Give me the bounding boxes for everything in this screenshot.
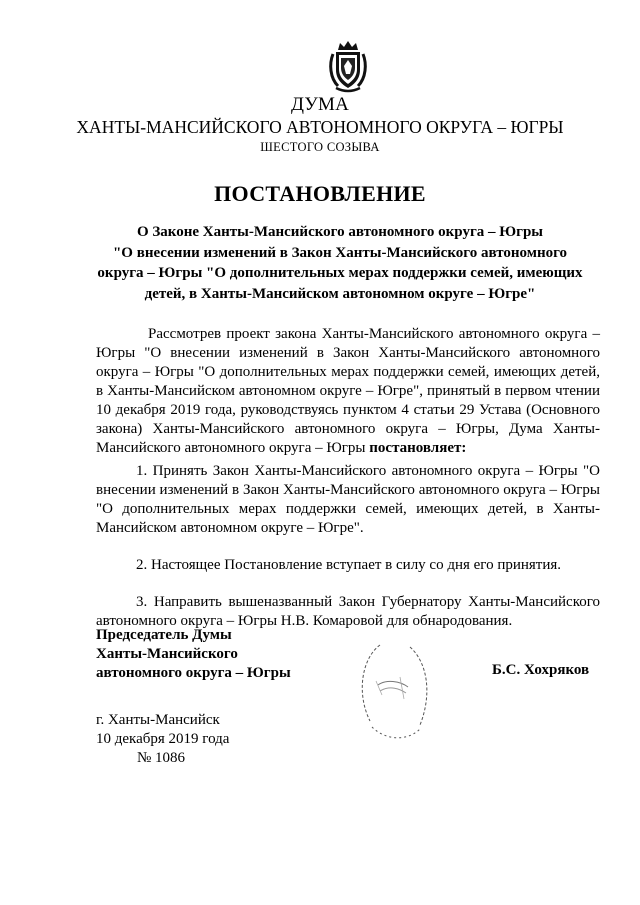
subject-line: О Законе Ханты-Мансийского автономного округа – Югры [136,224,544,240]
preamble-paragraph [96,325,600,458]
duma-heading: ДУМА [290,94,350,115]
subject-line: округа – Югры "О дополнительных мерах поддержки семей, имеющих [97,265,583,281]
signatory-position [96,626,316,683]
place-date-block [96,711,229,768]
convocation-heading: ШЕСТОГО СОЗЫВА [260,140,380,154]
coat-of-arms-icon [326,38,370,94]
date: 10 декабря 2019 года [96,731,230,747]
subject-line: детей, в Ханты-Мансийском автономном округе – Югре" [144,285,536,302]
signatory-position-line: Ханты-Мансийского [96,646,238,662]
city: г. Ханты-Мансийск [96,712,220,728]
subject-line: "О внесении изменений в Закон Ханты-Мансийского автономного [112,244,568,261]
item-3-paragraph: 3. Направить вышеназванный Закон Губернатору Ханты-Мансийского автономного округа – Югры Н.В. Комаровой для обнародования. [96,594,600,629]
document-subject [90,222,590,304]
document-number: № 1086 [137,750,186,766]
preamble-text: Рассмотрев проект закона Ханты-Мансийского автономного округа – Югры "О внесении изменений в Закон Ханты-Мансийского автономного округа – Югры "О дополнительных мерах поддержки семей, имеющих детей, в Ханты-Мансийском автономном округе – Югре", принятый в первом чтении 10 декабря 2019 года, руководствуясь пунктом 4 статьи 29 Устава (Основного закона) Ханты-Мансийского автономного округа – Югры, Дума Ханты-Мансийского автономного округа – Югры [96,326,600,456]
signatory-name: Б.С. Хохряков [492,662,590,678]
item-1-paragraph: 1. Принять Закон Ханты-Мансийского автономного округа – Югры "О внесении изменений в Закон Ханты-Мансийского автономного округа – Югры "О дополнительных мерах поддержки семей, имеющих детей, в Ханты-Мансийском автономном округе – Югре". [96,463,600,536]
preamble-resolves: постановляет: [369,440,467,456]
seal-stamp-icon [350,633,440,748]
document-title: ПОСТАНОВЛЕНИЕ [214,181,426,206]
signatory-position-line: автономного округа – Югры [96,665,291,681]
okrug-heading: ХАНТЫ-МАНСИЙСКОГО АВТОНОМНОГО ОКРУГА – ЮГРЫ [76,117,564,137]
item-2-paragraph: 2. Настоящее Постановление вступает в силу со дня его принятия. [136,557,562,573]
signatory-position-line: Председатель Думы [96,627,232,643]
